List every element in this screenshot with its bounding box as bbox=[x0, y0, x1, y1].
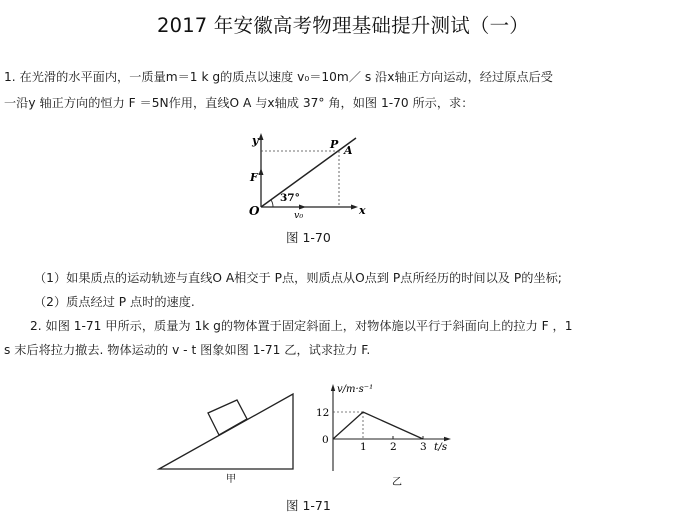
x-axis-label: x bbox=[359, 204, 366, 217]
force-label: F bbox=[250, 171, 258, 184]
figure-1-71-yi bbox=[310, 370, 470, 488]
y-axis-label: v/m·s⁻¹ bbox=[337, 384, 374, 395]
origin-label: O bbox=[249, 204, 260, 218]
y-axis-label: y bbox=[252, 134, 259, 147]
problem1-line1: 1. 在光滑的水平面内，一质量m＝1 k g的质点以速度 v₀＝10m／ s 沿x轴正方向运动，经过原点后受 bbox=[4, 70, 553, 84]
y-tick-12: 12 bbox=[316, 407, 330, 419]
problem1-line2: 一沿y 轴正方向的恒力 F ＝5N作用，直线O A 与x轴成 37° 角，如图 1-70 所示，求： bbox=[4, 96, 474, 110]
problem1-question2: （2）质点经过 P 点时的速度. bbox=[34, 295, 195, 309]
velocity-label: v₀ bbox=[294, 210, 304, 221]
figure-1-70 bbox=[246, 130, 376, 222]
x-tick-3: 3 bbox=[420, 441, 427, 453]
problem2-line1: 2. 如图 1-71 甲所示，质量为 1k g的物体置于固定斜面上，对物体施以平行于斜面向上的拉力 F ，1 bbox=[30, 319, 573, 333]
figure-1-71-jia bbox=[150, 370, 310, 488]
problem1-question1: （1）如果质点的运动轨迹与直线O A相交于 P点，则质点从O点到 P点所经历的时间以及 P的坐标; bbox=[34, 271, 562, 285]
vt-line bbox=[333, 412, 423, 439]
point-p-label: P bbox=[330, 138, 339, 151]
figure-1-70-caption: 图 1-70 bbox=[286, 230, 331, 245]
figure-jia-label: 甲 bbox=[226, 474, 236, 485]
x-tick-2: 2 bbox=[390, 441, 397, 453]
angle-label: 37° bbox=[280, 192, 300, 204]
figure-yi-label: 乙 bbox=[392, 477, 402, 488]
y-tick-0: 0 bbox=[322, 434, 329, 446]
x-axis-label: t/s bbox=[434, 441, 448, 453]
figure-1-71-caption: 图 1-71 bbox=[286, 498, 331, 513]
point-a-label: A bbox=[344, 144, 353, 157]
problem2-line2: s 末后将拉力撤去. 物体运动的 v - t 图象如图 1-71 乙，试求拉力 F. bbox=[4, 343, 371, 357]
x-tick-1: 1 bbox=[360, 441, 367, 453]
document-title: 2017 年安徽高考物理基础提升测试（一） bbox=[156, 14, 530, 37]
